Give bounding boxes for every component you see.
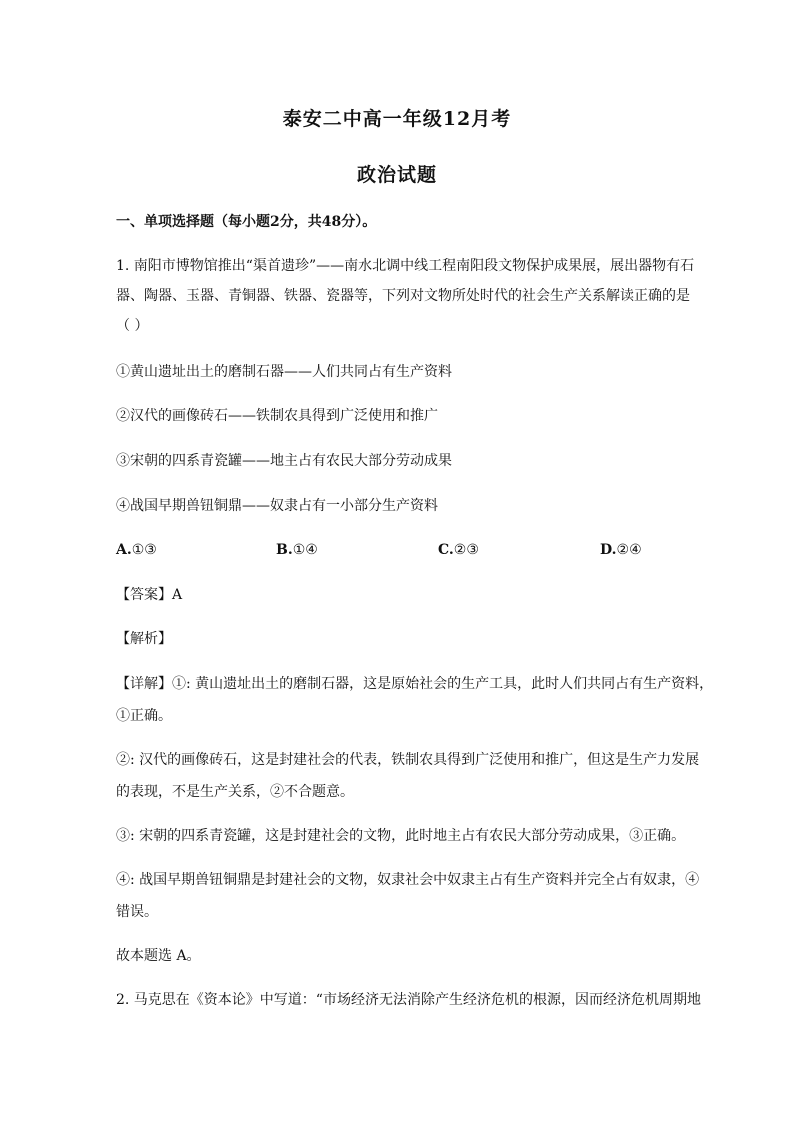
q1-option-b-text: ①④ — [292, 542, 318, 558]
q1-detail-line-2: ①正确。 — [116, 708, 172, 724]
q1-stem-line-1: 1. 南阳市博物馆推出“渠首遗珍”——南水北调中线工程南阳段文物保护成果展，展出器物有石 — [116, 258, 695, 274]
page-subtitle: 政治试题 — [356, 164, 437, 186]
q1-stem-line-3: （ ） — [116, 318, 149, 334]
q1-analysis-label: 【解析】 — [116, 631, 172, 647]
q1-option-a-text: ①③ — [131, 542, 157, 558]
q1-answer-value: A — [172, 587, 183, 603]
q1-statement-2: ②汉代的画像砖石——铁制农具得到广泛使用和推广 — [116, 408, 438, 424]
page-title: 泰安二中高一年级12月考 — [282, 108, 512, 130]
q1-conclusion: 故本题选 A。 — [116, 948, 201, 964]
q1-option-c-letter: C. — [438, 542, 454, 558]
q1-detail-line-5: ③: 宋朝的四系青瓷罐，这是封建社会的文物，此时地主占有农民大部分劳动成果，③正确。 — [116, 828, 686, 844]
q1-option-b — [276, 540, 318, 560]
q1-answer — [116, 585, 706, 605]
section-heading: 一、单项选择题（每小题2分，共48分）。 — [116, 214, 377, 230]
q1-option-b-letter: B. — [276, 542, 293, 558]
q1-option-a-letter: A. — [116, 542, 132, 558]
q1-statement-4: ④战国早期兽钮铜鼎——奴隶占有一小部分生产资料 — [116, 498, 438, 514]
q1-answer-label: 【答案】 — [116, 587, 172, 603]
q1-option-a — [116, 540, 157, 560]
q1-detail-label: 【详解】 — [116, 676, 172, 692]
q1-statement-1: ①黄山遗址出土的磨制石器——人们共同占有生产资料 — [116, 364, 452, 380]
q1-detail-line-1 — [116, 674, 714, 694]
q1-detail-line-4: 的表现，不是生产关系，②不合题意。 — [116, 784, 354, 800]
q1-option-c-text: ②③ — [453, 542, 479, 558]
q1-option-d — [600, 540, 642, 560]
q1-statement-3: ③宋朝的四系青瓷罐——地主占有农民大部分劳动成果 — [116, 453, 452, 469]
q1-detail-text-1: ①: 黄山遗址出土的磨制石器，这是原始社会的生产工具，此时人们共同占有生产资料， — [172, 676, 714, 692]
q1-detail-line-3: ②: 汉代的画像砖石，这是封建社会的代表，铁制农具得到广泛使用和推广，但这是生产力发展 — [116, 752, 700, 768]
q1-detail-line-6: ④: 战国早期兽钮铜鼎是封建社会的文物，奴隶社会中奴隶主占有生产资料并完全占有奴隶，④ — [116, 872, 700, 888]
q1-option-d-letter: D. — [600, 542, 617, 558]
q1-detail-line-7: 错误。 — [116, 904, 158, 920]
q1-option-d-text: ②④ — [616, 542, 642, 558]
q1-stem-line-2: 器、陶器、玉器、青铜器、铁器、瓷器等，下列对文物所处时代的社会生产关系解读正确的是 — [116, 288, 690, 304]
q1-option-c — [438, 540, 479, 560]
q2-stem-line-1: 2. 马克思在《资本论》中写道：“市场经济无法消除产生经济危机的根源，因而经济危机周期地 — [116, 992, 701, 1008]
